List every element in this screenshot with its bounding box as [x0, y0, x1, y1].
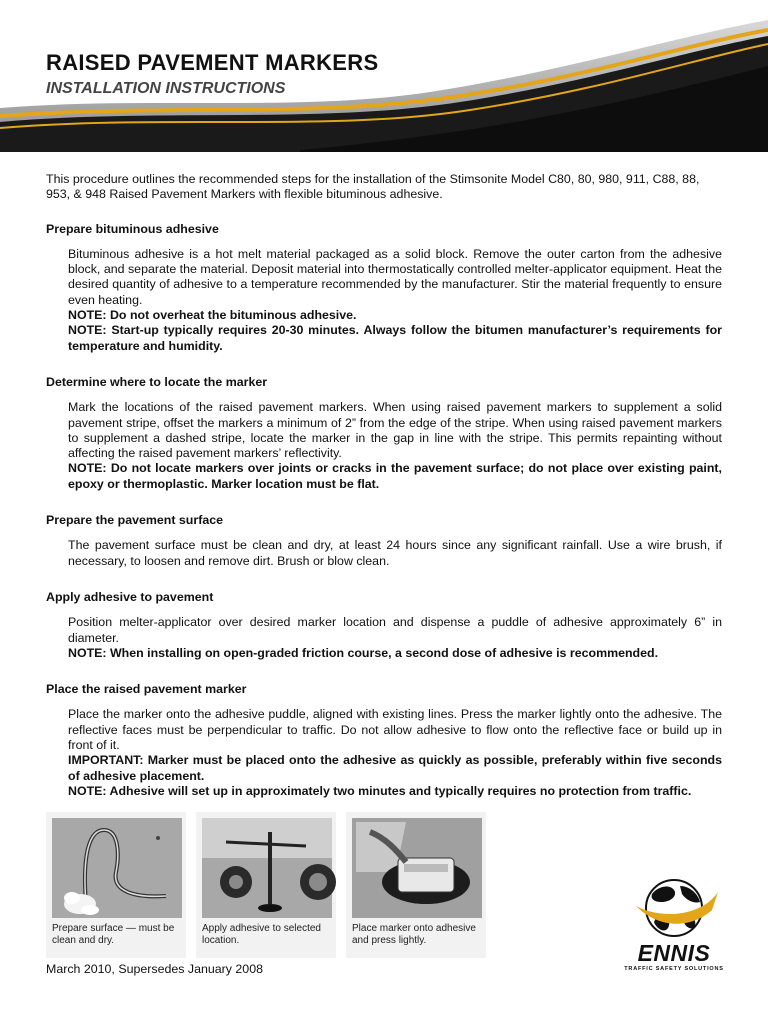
ennis-logo [622, 876, 726, 976]
section-body-locate-marker [46, 400, 722, 492]
photo-strip [46, 812, 516, 960]
brush-sweeping-illustration [46, 812, 186, 920]
photo-apply-adhesive [196, 812, 336, 958]
section-note: NOTE: Start-up typically requires 20-30 minutes. Always follow the bitumen manufacturer’s requirements for temperature and humidity. [68, 323, 722, 353]
melter-applicator-illustration [196, 812, 336, 920]
intro-paragraph: This procedure outlines the recommended steps for the installation of the Stimsonite Model C80, 80, 980, 911, C88, 88, 953, & 948 Raised Pavement Markers with flexible bituminous adhesive. [46, 172, 700, 202]
photo-caption: Place marker onto adhesive and press lightly. [352, 923, 476, 946]
globe-icon [622, 876, 726, 942]
section-text: The pavement surface must be clean and dry, at least 24 hours since any significant rainfall. Use a wire brush, if necessary, to loosen and remove dirt. Brush or blow clean. [68, 538, 722, 568]
revision-date: March 2010, Supersedes January 2008 [46, 962, 263, 976]
section-note: NOTE: Do not locate markers over joints or cracks in the pavement surface; do not place over existing paint, epoxy or thermoplastic. Marker location must be flat. [68, 461, 722, 491]
section-text: Place the marker onto the adhesive puddle, aligned with existing lines. Press the marker lightly onto the adhesive. The reflective faces must be perpendicular to traffic. Do not allow adhesive to flow onto the reflective face or build up in front of it. [68, 707, 722, 753]
instructions-body [46, 172, 722, 820]
section-heading-place-marker: Place the raised pavement marker [46, 682, 247, 697]
marker-placement-illustration [346, 812, 486, 920]
section-text: Bituminous adhesive is a hot melt material packaged as a solid block. Remove the outer carton from the adhesive block, and separate the material. Deposit material into thermostatically controlled melter-applicator equipment. Heat the desired quantity of adhesive to a temperature recommended by the manufacturer. Stir the material frequently to ensure even heating. [68, 246, 722, 307]
section-body-place-marker [46, 707, 722, 799]
logo-wordmark: ENNIS [637, 940, 711, 966]
section-text: Mark the locations of the raised pavement markers. When using raised pavement markers to supplement a solid pavement stripe, offset the markers a minimum of 2” from the edge of the stripe. When using raised pavement markers to supplement a dashed stripe, locate the marker in the gap in line with the stripe. This permits repainting without affecting the raised pavement markers’ reflectivity. [68, 400, 722, 461]
section-note: IMPORTANT: Marker must be placed onto the adhesive as quickly as possible, preferably within five seconds of adhesive placement. [68, 753, 722, 783]
photo-caption: Prepare surface — must be clean and dry. [52, 923, 175, 946]
section-heading-apply-adhesive: Apply adhesive to pavement [46, 589, 214, 604]
section-text: Position melter-applicator over desired marker location and dispense a puddle of adhesive approximately 6” in diameter. [68, 615, 722, 645]
logo-tagline: TRAFFIC SAFETY SOLUTIONS [624, 966, 724, 972]
section-heading-locate-marker: Determine where to locate the marker [46, 374, 268, 389]
photo-prepare-surface [46, 812, 186, 958]
section-note: NOTE: Adhesive will set up in approximately two minutes and typically requires no protection from traffic. [68, 783, 692, 798]
section-body-prepare-adhesive [46, 247, 722, 354]
section-note: NOTE: When installing on open-graded friction course, a second dose of adhesive is recommended. [68, 645, 659, 660]
section-heading-prepare-surface: Prepare the pavement surface [46, 513, 223, 528]
photo-place-marker [346, 812, 486, 958]
photo-caption: Apply adhesive to selected location. [202, 923, 321, 946]
swoosh-graphic [0, 0, 768, 152]
header-banner [0, 0, 768, 152]
page-subtitle: INSTALLATION INSTRUCTIONS [46, 80, 286, 97]
section-body-prepare-surface [46, 538, 722, 569]
section-note: NOTE: Do not overheat the bituminous adhesive. [68, 308, 357, 323]
page-title: RAISED PAVEMENT MARKERS [46, 50, 379, 75]
section-body-apply-adhesive [46, 615, 722, 661]
section-heading-prepare-adhesive: Prepare bituminous adhesive [46, 221, 219, 236]
